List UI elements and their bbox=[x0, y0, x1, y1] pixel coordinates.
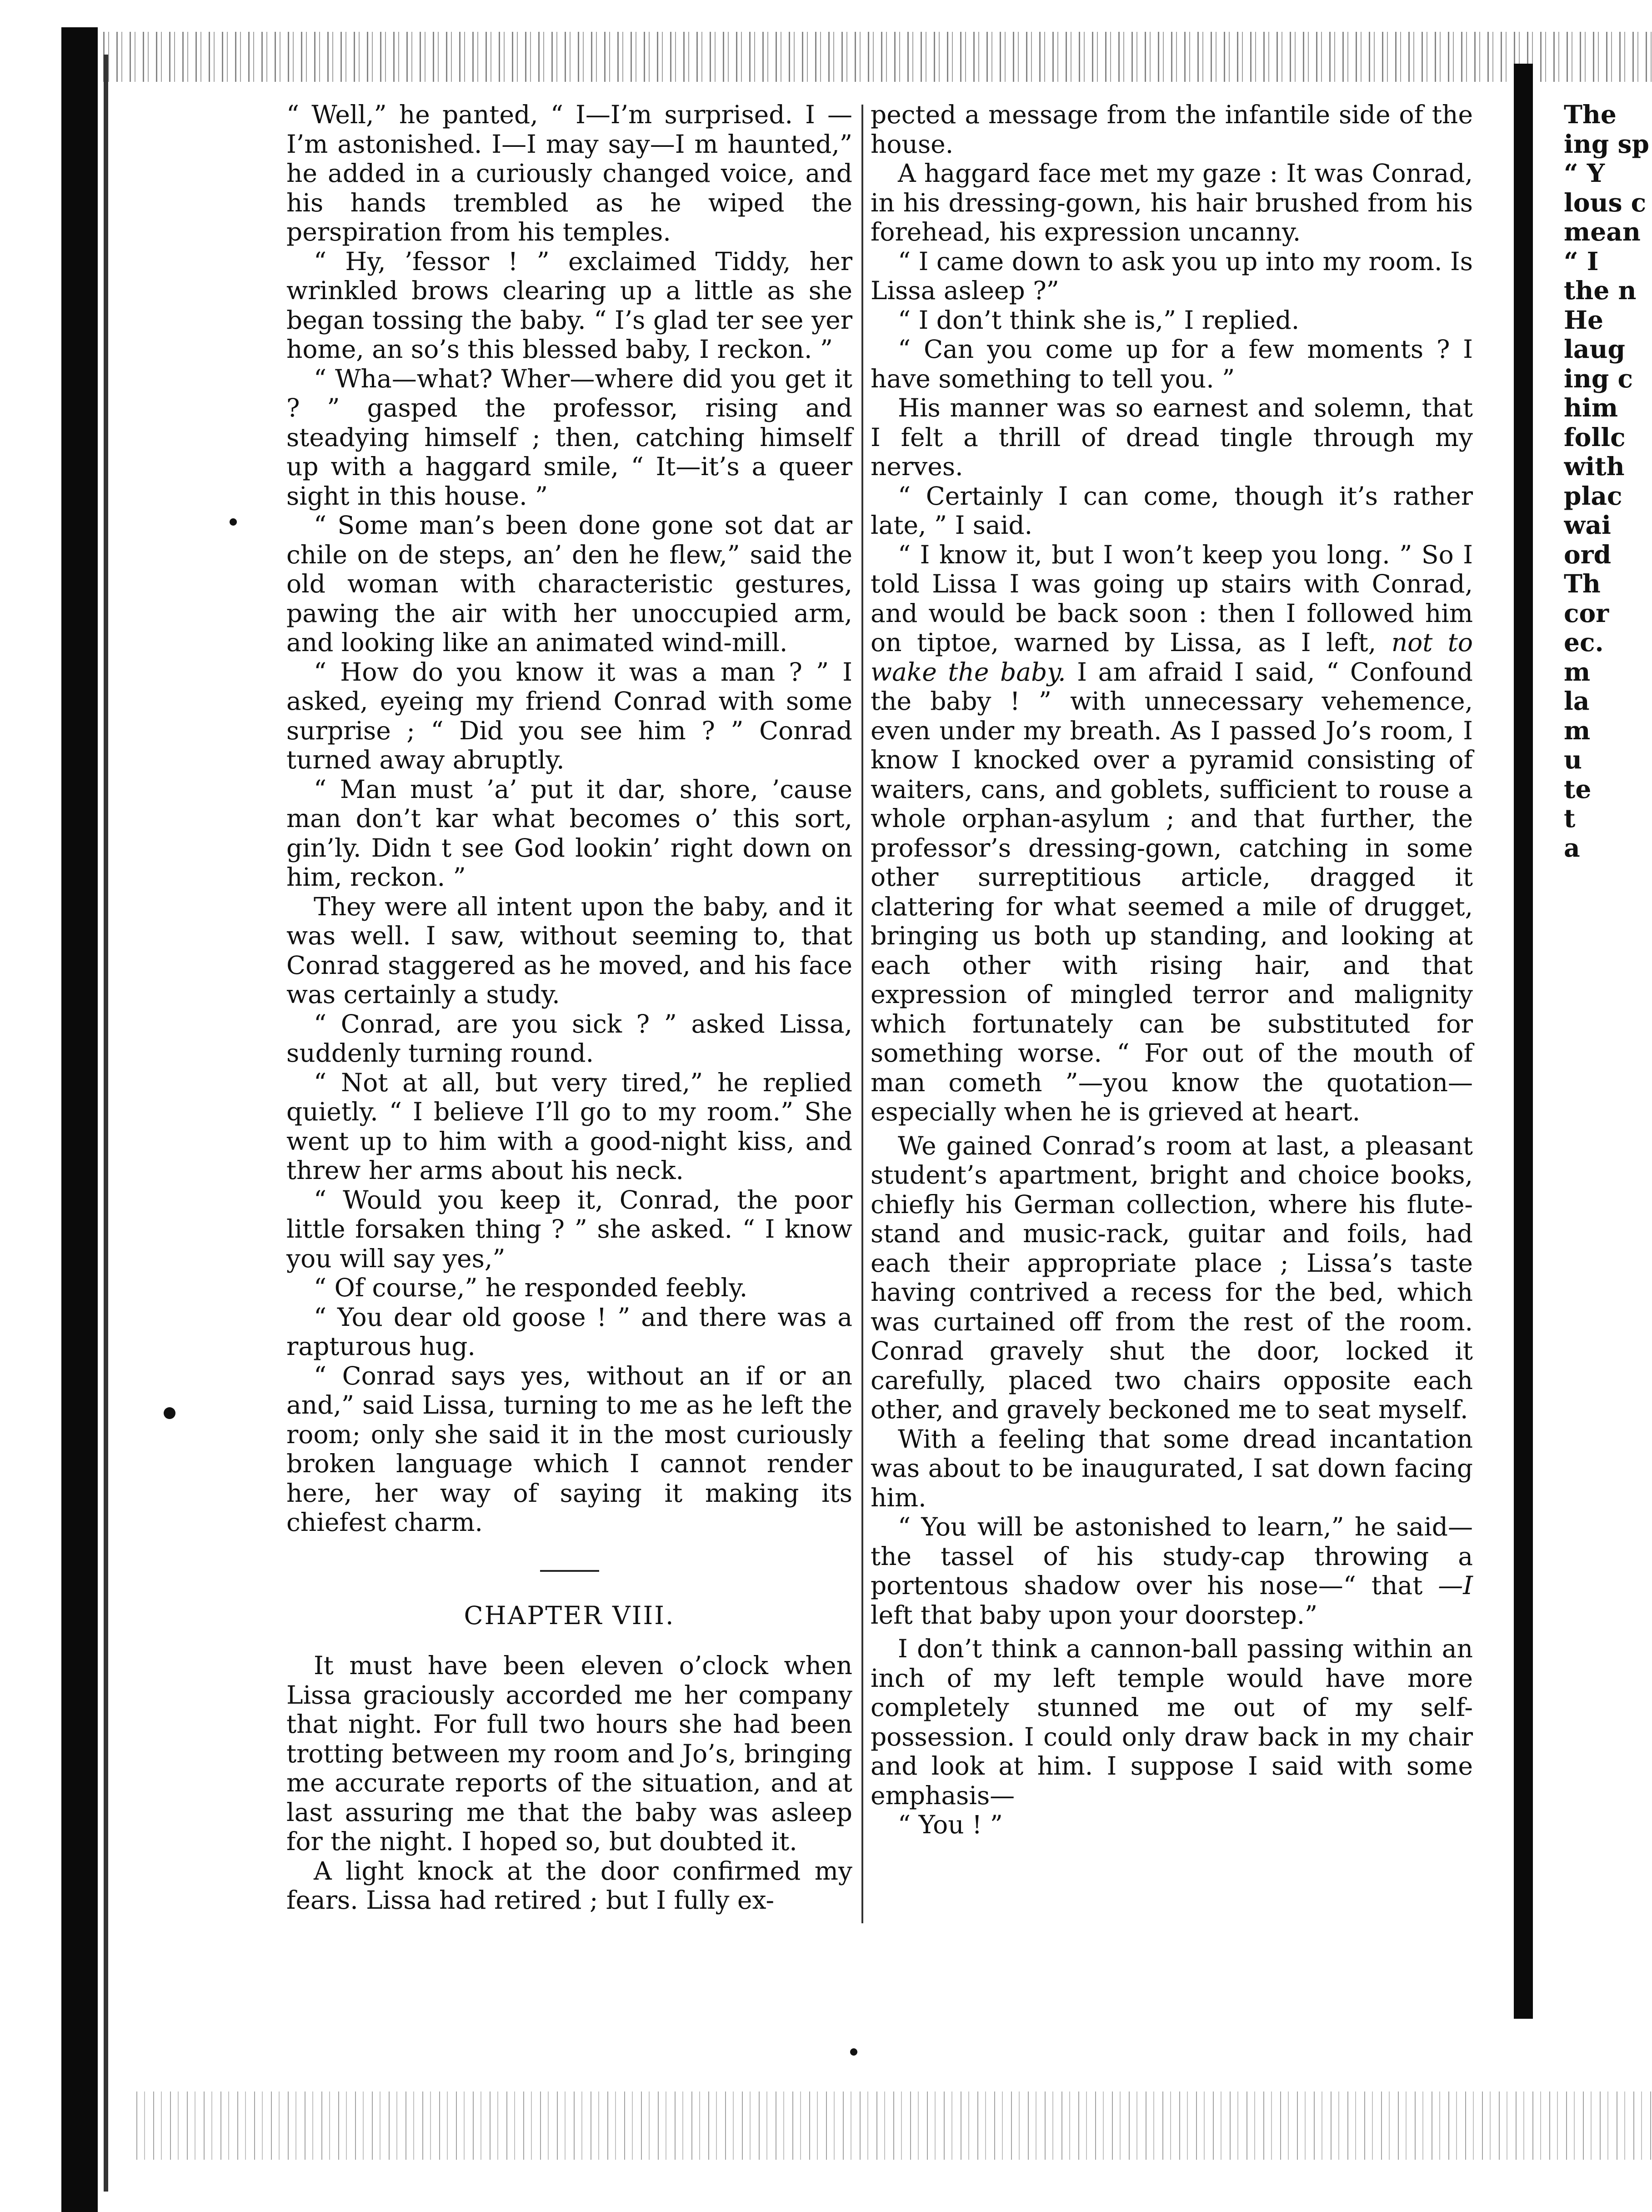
right-column-fragment bbox=[1564, 100, 1652, 863]
paragraph: “ Certainly I can come, though it’s rather late, ” I said. bbox=[871, 481, 1473, 540]
scan-edge-left bbox=[61, 27, 98, 2212]
fragment-line: The bbox=[1564, 100, 1617, 129]
paragraph-text: “ I know it, but I won’t keep you long. ” So I told Lissa I was going up stairs with Conrad, and would be back soon : then I followed him on tiptoe, warned by Lissa, as I left, bbox=[871, 540, 1473, 657]
fragment-line: the n bbox=[1564, 276, 1637, 305]
left-column bbox=[286, 100, 852, 1915]
fragment-line: wai bbox=[1564, 510, 1611, 540]
fragment-line: m bbox=[1564, 657, 1591, 687]
scan-edge-left-line bbox=[104, 55, 108, 2192]
paragraph: They were all intent upon the baby, and it was well. I saw, without seeming to, that Conrad staggered as he moved, and his face was certainly a study. bbox=[286, 892, 852, 1009]
paragraph: “ Of course,” he responded feebly. bbox=[314, 1273, 748, 1302]
scan-noise-top bbox=[64, 32, 1652, 82]
fragment-line: follc bbox=[1564, 422, 1626, 452]
italic-phrase: not to wake the baby. bbox=[871, 628, 1473, 687]
chapter-rule bbox=[540, 1570, 599, 1572]
fragment-line: te bbox=[1564, 774, 1592, 804]
fragment-line: Th bbox=[1564, 569, 1601, 598]
paragraph: “ Would you keep it, Conrad, the poor little forsaken thing ? ” she asked. “ I know you will say yes,” bbox=[286, 1185, 852, 1273]
paragraph: A haggard face met my gaze : It was Conrad, in his dressing-gown, his hair brushed from his forehead, his expression uncanny. bbox=[871, 159, 1473, 246]
paragraph: “ Hy, ’fessor ! ” exclaimed Tiddy, her wrinkled brows clearing up a little as she began tossing the baby. “ I’s glad ter see yer home, an so’s this blessed baby, I reckon. ” bbox=[286, 246, 852, 364]
paragraph: “ Well,” he panted, “ I—I’m surprised. I —I’m astonished. I—I may say—I m haunted,” he added in a curiously changed voice, and his hands trembled as he wiped the perspiration from his temples. bbox=[286, 100, 852, 246]
fragment-line: cor bbox=[1564, 598, 1609, 628]
fragment-line: plac bbox=[1564, 481, 1622, 511]
middle-column bbox=[871, 100, 1473, 1840]
fragment-line: ord bbox=[1564, 539, 1612, 569]
italic-pronoun: —I bbox=[1438, 1571, 1473, 1600]
ink-speck bbox=[230, 518, 237, 526]
scan-edge-right bbox=[1514, 64, 1533, 2019]
fragment-line: He bbox=[1564, 305, 1603, 335]
paragraph: “ You ! ” bbox=[898, 1810, 1003, 1839]
scan-noise-bottom bbox=[136, 2092, 1652, 2160]
paragraph: “ I don’t think she is,” I replied. bbox=[898, 305, 1300, 335]
fragment-line: laug bbox=[1564, 334, 1625, 364]
fragment-line: a bbox=[1564, 833, 1580, 863]
fragment-line: ec. bbox=[1564, 627, 1604, 657]
paragraph: “ I came down to ask you up into my room. Is Lissa asleep ?” bbox=[871, 246, 1473, 305]
paragraph: “ Conrad, are you sick ? ” asked Lissa, suddenly turning round. bbox=[286, 1009, 852, 1068]
fragment-line: m bbox=[1564, 715, 1591, 745]
fragment-line: “ Y bbox=[1564, 158, 1605, 188]
paragraph: With a feeling that some dread incantation was about to be inaugurated, I sat down facing him. bbox=[871, 1424, 1473, 1512]
paragraph-text: left that baby upon your doorstep.” bbox=[871, 1600, 1318, 1630]
paragraph-continuation: pected a message from the infantile side of the house. bbox=[871, 100, 1473, 159]
fragment-line: t bbox=[1564, 803, 1576, 833]
fragment-line: la bbox=[1564, 686, 1590, 716]
fragment-line: “ I bbox=[1564, 246, 1599, 276]
fragment-line: u bbox=[1564, 745, 1582, 774]
fragment-line: ing c bbox=[1564, 363, 1633, 393]
fragment-line: ing sp bbox=[1564, 129, 1649, 159]
paragraph: “ Wha—what? Wher—where did you get it ? ” gasped the professor, rising and steadying himself ; then, catching himself up with a haggard smile, “ It—it’s a queer sight in this house. ” bbox=[286, 364, 852, 511]
paragraph: His manner was so earnest and solemn, that I felt a thrill of dread tingle through my nerves. bbox=[871, 393, 1473, 481]
paragraph: “ Can you come up for a few moments ? I have something to tell you. ” bbox=[871, 335, 1473, 393]
paragraph: “ Conrad says yes, without an if or an and,” said Lissa, turning to me as he left the room; only she said it in the most curiously broken language which I cannot render here, her way of saying it making its chiefest charm. bbox=[286, 1361, 852, 1537]
paragraph-with-italic bbox=[871, 1512, 1473, 1630]
ink-speck bbox=[164, 1407, 175, 1419]
paragraph: It must have been eleven o’clock when Lissa graciously accorded me her company that night. For full two hours she had been trotting between my room and Jo’s, bringing me accurate reports of the situation, and at last assuring me that the baby was asleep for the night. I hoped so, but doubted it. bbox=[286, 1651, 852, 1856]
paragraph: “ How do you know it was a man ? ” I asked, eyeing my friend Conrad with some surprise ; “ Did you see him ? ” Conrad turned away abruptly. bbox=[286, 657, 852, 774]
paragraph: We gained Conrad’s room at last, a pleasant student’s apartment, bright and choice books, chiefly his German collection, where his flute-stand and music-rack, guitar and foils, had each their appropriate place ; Lissa’s taste having contrived a recess for the bed, which was curtained off from the rest of the room. Conrad gravely shut the door, locked it carefully, placed two chairs opposite each other, and gravely beckoned me to seat myself. bbox=[871, 1131, 1473, 1424]
paragraph-with-italic bbox=[871, 540, 1473, 1127]
paragraph: “ Not at all, but very tired,” he replied quietly. “ I believe I’ll go to my room.” She went up to him with a good-night kiss, and threw her arms about his neck. bbox=[286, 1068, 852, 1185]
paragraph: “ Man must ’a’ put it dar, shore, ’cause man don’t kar what becomes o’ this sort, gin’ly. Didn t see God lookin’ right down on him, reckon. ” bbox=[286, 774, 852, 892]
paragraph: A light knock at the door confirmed my fears. Lissa had retired ; but I fully ex- bbox=[286, 1856, 852, 1915]
fragment-line: with bbox=[1564, 451, 1625, 481]
paragraph: I don’t think a cannon-ball passing within an inch of my left temple would have more completely stunned me out of my self-possession. I could only draw back in my chair and look at him. I suppose I said with some emphasis— bbox=[871, 1634, 1473, 1810]
chapter-heading: CHAPTER VIII. bbox=[464, 1600, 675, 1630]
ink-speck bbox=[850, 2048, 857, 2056]
paragraph-text: I am afraid I said, “ Confound the baby ! ” with unnecessary vehemence, even under my breath. As I passed Jo’s room, I know I knocked over a pyramid consisting of waiters, cans, and goblets, sufficient to rouse a whole orphan-asylum ; and that further, the professor’s dressing-gown, catching in some other surreptitious article, dragged it clattering for what seemed a mile of drugget, bringing us both up standing, and looking at each other with rising hair, and that expression of mingled terror and malignity which fortunately can be substituted for something worse. “ For out of the mouth of man cometh ”—you know the quotation—especially when he is grieved at heart. bbox=[871, 657, 1473, 1126]
paragraph: “ Some man’s been done gone sot dat ar chile on de steps, an’ den he flew,” said the old woman with characteristic gestures, pawing the air with her unoccupied arm, and looking like an animated wind-mill. bbox=[286, 511, 852, 657]
paragraph: “ You dear old goose ! ” and there was a rapturous hug. bbox=[286, 1302, 852, 1361]
paragraph-text: “ You will be astonished to learn,” he said—the tassel of his study-cap throwing a portentous shadow over his nose—“ that bbox=[871, 1512, 1473, 1600]
column-divider bbox=[861, 105, 863, 1923]
fragment-line: him bbox=[1564, 393, 1618, 422]
fragment-line: mean bbox=[1564, 217, 1641, 246]
fragment-line: lous c bbox=[1564, 187, 1647, 217]
